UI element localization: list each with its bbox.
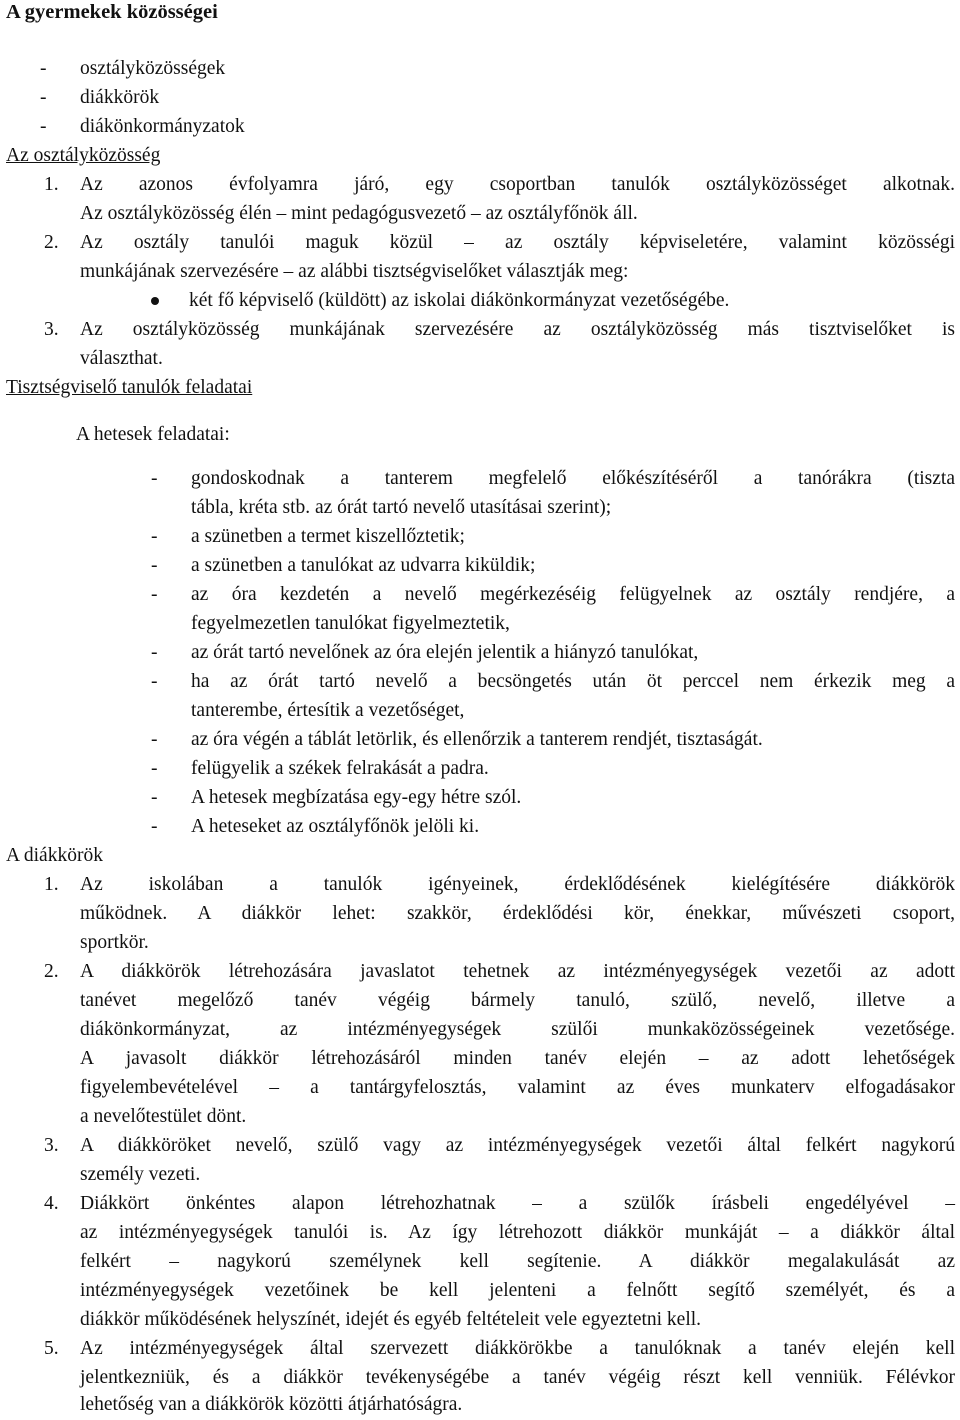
paragraph-line: felkért – nagykorú személynek kell segítenie. A diákkör megalakulását az (80, 1251, 955, 1272)
dash-marker: - (151, 642, 158, 663)
dash-marker: - (151, 758, 158, 779)
paragraph-line: Az osztály tanulói maguk közül – az osztály képviseletére, valamint közösségi (80, 232, 955, 253)
duty-line: az óra kezdetén a nevelő megérkezéséig felügyelnek az osztály rendjére, a (191, 584, 955, 605)
item-number: 3. (44, 319, 59, 340)
paragraph-line: Az intézményegységek által szervezett diákkörökbe a tanulóknak a tanév elején kell (80, 1338, 955, 1359)
paragraph-line: lehetőség van a diákkörök közötti átjárhatóságra. (80, 1394, 463, 1415)
dash-marker: - (151, 787, 158, 808)
paragraph-line: diákkör működésének helyszínét, idejét és egyéb feltételeit vele egyeztetni kell. (80, 1309, 702, 1330)
dash-marker: - (151, 671, 158, 692)
dash-marker: - (151, 816, 158, 837)
paragraph-line: intézményegységek vezetőinek be kell jelenteni a felnőtt segítő személyét, és a (80, 1280, 955, 1301)
paragraph-line: diákönkormányzat, az intézményegységek szülői munkaközösségeinek vezetősége. (80, 1019, 955, 1040)
bullet-marker (151, 297, 159, 305)
duty-line: A hetesek megbízatása egy-egy hétre szól. (191, 787, 522, 808)
paragraph-line: A javasolt diákkör létrehozásáról minden tanév elején – az adott lehetőségek (80, 1048, 955, 1069)
paragraph-line: jelentkezniük, és a diákkör tevékenységébe a tanév végéig részt kell venniük. Félévkor (80, 1367, 955, 1388)
section-heading-class: Az osztályközösség (6, 145, 161, 166)
dash-marker: - (151, 584, 158, 605)
duty-line: az óra végén a táblát letörlik, és ellenőrzik a tanterem rendjét, tisztaságát. (191, 729, 763, 750)
dash-marker: - (40, 58, 47, 79)
duty-line: a szünetben a tanulókat az udvarra kiküldik; (191, 555, 536, 576)
item-number: 3. (44, 1135, 59, 1156)
section-heading-officers: Tisztségviselő tanulók feladatai (6, 377, 253, 398)
paragraph-line: munkájának szervezésére – az alábbi tisztségviselőket választják meg: (80, 261, 629, 282)
duty-line: gondoskodnak a tanterem megfelelő előkészítéséről a tanórákra (tiszta (191, 468, 955, 489)
duty-line: tanterembe, értesítik a vezetőséget, (191, 700, 465, 721)
paragraph-line: Az azonos évfolyamra járó, egy csoportban tanulók osztályközösséget alkotnak. (80, 174, 955, 195)
paragraph-line: Diákkört önkéntes alapon létrehozhatnak – a szülők írásbeli engedélyével – (80, 1193, 955, 1214)
subheading: A hetesek feladatai: (76, 424, 230, 445)
paragraph-line: személy vezeti. (80, 1164, 201, 1185)
dash-marker: - (40, 87, 47, 108)
paragraph-line: Az osztályközösség munkájának szervezésére az osztályközösség más tisztviselőket is (80, 319, 955, 340)
paragraph-line: Az iskolában a tanulók igényeinek, érdeklődésének kielégítésére diákkörök (80, 874, 955, 895)
item-number: 5. (44, 1338, 59, 1359)
dash-marker: - (151, 526, 158, 547)
list-item: diákkörök (80, 87, 160, 108)
page-title: A gyermekek közösségei (6, 1, 218, 23)
paragraph-line: A diákköröket nevelő, szülő vagy az intézményegységek vezetői által felkért nagykorú (80, 1135, 955, 1156)
duty-line: fegyelmezetlen tanulókat figyelmeztetik, (191, 613, 510, 634)
duty-line: az órát tartó nevelőnek az óra elején jelentik a hiányzó tanulókat, (191, 642, 699, 663)
dash-marker: - (151, 729, 158, 750)
dash-marker: - (40, 116, 47, 137)
duty-line: A heteseket az osztályfőnök jelöli ki. (191, 816, 480, 837)
duty-line: a szünetben a termet kiszellőztetik; (191, 526, 465, 547)
paragraph-line: sportkör. (80, 932, 149, 953)
paragraph-line: választhat. (80, 348, 163, 369)
paragraph-line: az intézményegységek tanulói is. Az így létrehozott diákkör munkáját – a diákkör által (80, 1222, 955, 1243)
paragraph-line: Az osztályközösség élén – mint pedagógusvezető – az osztályfőnök áll. (80, 203, 638, 224)
item-number: 1. (44, 174, 59, 195)
dash-marker: - (151, 555, 158, 576)
paragraph-line: A diákkörök létrehozására javaslatot tehetnek az intézményegységek vezetői az adott (80, 961, 955, 982)
duty-line: felügyelik a székek felrakását a padra. (191, 758, 489, 779)
paragraph-line: tanévet megelőző tanév végéig bármely tanuló, szülő, nevelő, illetve a (80, 990, 955, 1011)
item-number: 2. (44, 232, 59, 253)
dash-marker: - (151, 468, 158, 489)
duty-line: ha az órát tartó nevelő a becsöngetés után öt perccel nem érkezik meg a (191, 671, 955, 692)
item-number: 2. (44, 961, 59, 982)
paragraph-line: figyelembevételével – a tantárgyfelosztás, valamint az éves munkaterv elfogadásakor (80, 1077, 955, 1098)
duty-line: tábla, kréta stb. az órát tartó nevelő utasításai szerint); (191, 497, 612, 518)
section-heading-clubs: A diákkörök (6, 845, 103, 866)
item-number: 1. (44, 874, 59, 895)
list-item: osztályközösségek (80, 58, 226, 79)
item-number: 4. (44, 1193, 59, 1214)
list-item: diákönkormányzatok (80, 116, 245, 137)
bullet-item: két fő képviselő (küldött) az iskolai diákönkormányzat vezetőségébe. (189, 290, 730, 311)
paragraph-line: a nevelőtestület dönt. (80, 1106, 247, 1127)
paragraph-line: működnek. A diákkör lehet: szakkör, érdeklődési kör, énekkar, művészeti csoport, (80, 903, 955, 924)
